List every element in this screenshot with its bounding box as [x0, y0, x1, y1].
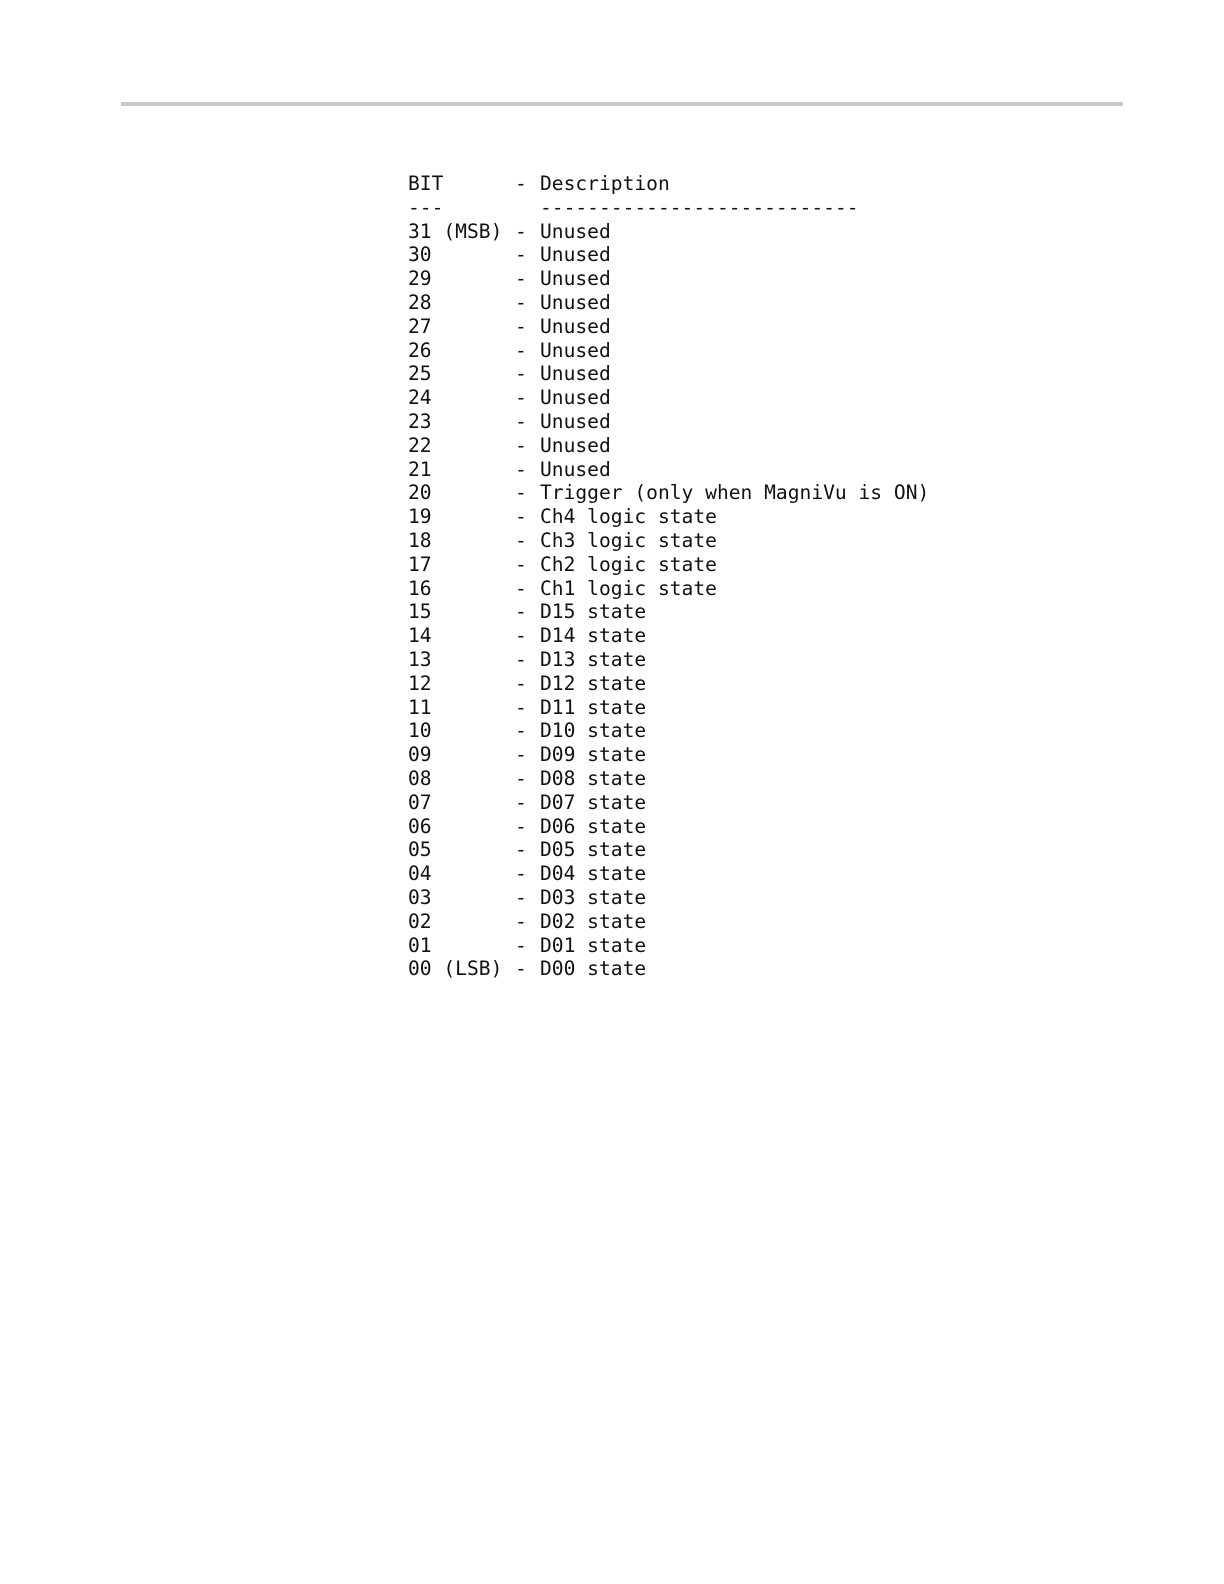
bit-number: 05: [408, 838, 432, 862]
bit-row: [408, 767, 929, 791]
bit-number: 09: [408, 743, 432, 767]
bit-description: D03 state: [540, 885, 647, 909]
bit-row: [408, 458, 929, 482]
bit-number: 13: [408, 647, 432, 671]
bit-number: 28: [408, 290, 432, 314]
bit-row: [408, 791, 929, 815]
bit-number: 12: [408, 671, 432, 695]
bit-description: Unused: [540, 409, 611, 433]
bit-row: [408, 267, 929, 291]
bit-row: [408, 672, 929, 696]
bit-description: Unused: [540, 314, 611, 338]
bit-row: [408, 743, 929, 767]
separator-dash: -: [515, 957, 527, 981]
bit-description: Unused: [540, 433, 611, 457]
description-column-header: Description: [540, 172, 670, 195]
separator-dash: -: [515, 790, 527, 814]
separator-dash: -: [515, 505, 527, 529]
listing-underline: [408, 196, 929, 220]
bit-description: D09 state: [540, 743, 647, 767]
bit-description: D11 state: [540, 695, 647, 719]
bit-description: Unused: [540, 362, 611, 386]
separator-dash: -: [515, 695, 527, 719]
bit-number: 06: [408, 814, 432, 838]
bit-row: [408, 291, 929, 315]
bit-row: [408, 481, 929, 505]
bit-number: 17: [408, 552, 432, 576]
bit-number: 22: [408, 433, 432, 457]
separator-dash: -: [515, 457, 527, 481]
separator-dash: -: [515, 528, 527, 552]
bit-description: D04 state: [540, 862, 647, 886]
separator-dash: -: [515, 552, 527, 576]
separator-dash: -: [515, 267, 527, 291]
bit-number: 00 (LSB): [408, 957, 503, 981]
bit-row: [408, 815, 929, 839]
bit-row: [408, 505, 929, 529]
separator-dash: -: [515, 481, 527, 505]
bit-row: [408, 386, 929, 410]
bit-description: Ch3 logic state: [540, 528, 717, 552]
separator-dash: -: [515, 576, 527, 600]
bit-description: Ch4 logic state: [540, 505, 717, 529]
bit-description: D10 state: [540, 719, 647, 743]
bit-number: 16: [408, 576, 432, 600]
bit-row: [408, 910, 929, 934]
separator-dash: -: [515, 933, 527, 957]
separator-dash: -: [515, 671, 527, 695]
separator-dash: -: [515, 719, 527, 743]
bit-number: 04: [408, 862, 432, 886]
bit-row: [408, 719, 929, 743]
separator-dash: -: [515, 362, 527, 386]
bit-description: D13 state: [540, 647, 647, 671]
listing-header: [408, 172, 929, 196]
bit-row: [408, 553, 929, 577]
bit-row: [408, 886, 929, 910]
bit-row: [408, 600, 929, 624]
bit-description: Trigger (only when MagniVu is ON): [540, 481, 930, 505]
separator-dash: -: [515, 838, 527, 862]
bit-number: 19: [408, 505, 432, 529]
bit-number: 31 (MSB): [408, 219, 503, 243]
bit-description: D06 state: [540, 814, 647, 838]
bit-number: 23: [408, 409, 432, 433]
bit-number: 24: [408, 386, 432, 410]
bit-description: Unused: [540, 457, 611, 481]
bit-row: [408, 624, 929, 648]
bit-row: [408, 648, 929, 672]
separator-dash: -: [515, 290, 527, 314]
bit-number: 15: [408, 600, 432, 624]
bit-description: D12 state: [540, 671, 647, 695]
bit-number: 20: [408, 481, 432, 505]
separator-dash: -: [515, 624, 527, 648]
separator-dash: -: [515, 909, 527, 933]
bit-description: Unused: [540, 338, 611, 362]
separator-dash: -: [515, 386, 527, 410]
bit-description: D05 state: [540, 838, 647, 862]
bit-description: Ch2 logic state: [540, 552, 717, 576]
bit-row: [408, 957, 929, 981]
bit-description: D15 state: [540, 600, 647, 624]
bit-description: Unused: [540, 219, 611, 243]
bit-number: 25: [408, 362, 432, 386]
separator-dash: -: [515, 172, 527, 195]
bit-number: 21: [408, 457, 432, 481]
bit-number: 26: [408, 338, 432, 362]
separator-dash: -: [515, 219, 527, 243]
bit-row: [408, 577, 929, 601]
separator-dash: -: [515, 314, 527, 338]
bit-column-underline: ---: [408, 195, 444, 219]
separator-dash: -: [515, 743, 527, 767]
bit-row: [408, 934, 929, 958]
bit-number: 18: [408, 528, 432, 552]
bit-number: 02: [408, 909, 432, 933]
bit-number: 10: [408, 719, 432, 743]
bit-description: D00 state: [540, 957, 647, 981]
separator-dash: -: [515, 647, 527, 671]
bit-description: Ch1 logic state: [540, 576, 717, 600]
bit-description: D01 state: [540, 933, 647, 957]
bit-description: D14 state: [540, 624, 647, 648]
separator-dash: -: [515, 338, 527, 362]
bit-number: 01: [408, 933, 432, 957]
bit-row: [408, 220, 929, 244]
bit-row: [408, 243, 929, 267]
bit-number: 29: [408, 267, 432, 291]
bit-number: 07: [408, 790, 432, 814]
bit-row: [408, 339, 929, 363]
bit-number: 03: [408, 885, 432, 909]
separator-dash: -: [515, 766, 527, 790]
description-column-underline: ---------------------------: [540, 195, 859, 219]
bit-row: [408, 696, 929, 720]
separator-dash: -: [515, 433, 527, 457]
separator-dash: -: [515, 885, 527, 909]
bit-number: 08: [408, 766, 432, 790]
separator-dash: -: [515, 409, 527, 433]
bit-number: 11: [408, 695, 432, 719]
bit-row: [408, 410, 929, 434]
bit-description: D08 state: [540, 766, 647, 790]
bit-description: D02 state: [540, 909, 647, 933]
bit-row: [408, 862, 929, 886]
bit-column-header: BIT: [408, 172, 444, 195]
bit-row: [408, 434, 929, 458]
bit-description: D07 state: [540, 790, 647, 814]
bit-description: Unused: [540, 243, 611, 267]
separator-dash: -: [515, 243, 527, 267]
separator-dash: -: [515, 814, 527, 838]
bit-row: [408, 315, 929, 339]
bit-row: [408, 362, 929, 386]
bit-row: [408, 529, 929, 553]
bit-description: Unused: [540, 290, 611, 314]
separator-dash: -: [515, 600, 527, 624]
bit-description: Unused: [540, 267, 611, 291]
bit-description-listing: [408, 172, 929, 981]
header-divider: [121, 102, 1123, 106]
bit-number: 30: [408, 243, 432, 267]
bit-number: 27: [408, 314, 432, 338]
bit-row: [408, 838, 929, 862]
bit-number: 14: [408, 624, 432, 648]
separator-dash: -: [515, 862, 527, 886]
bit-description: Unused: [540, 386, 611, 410]
